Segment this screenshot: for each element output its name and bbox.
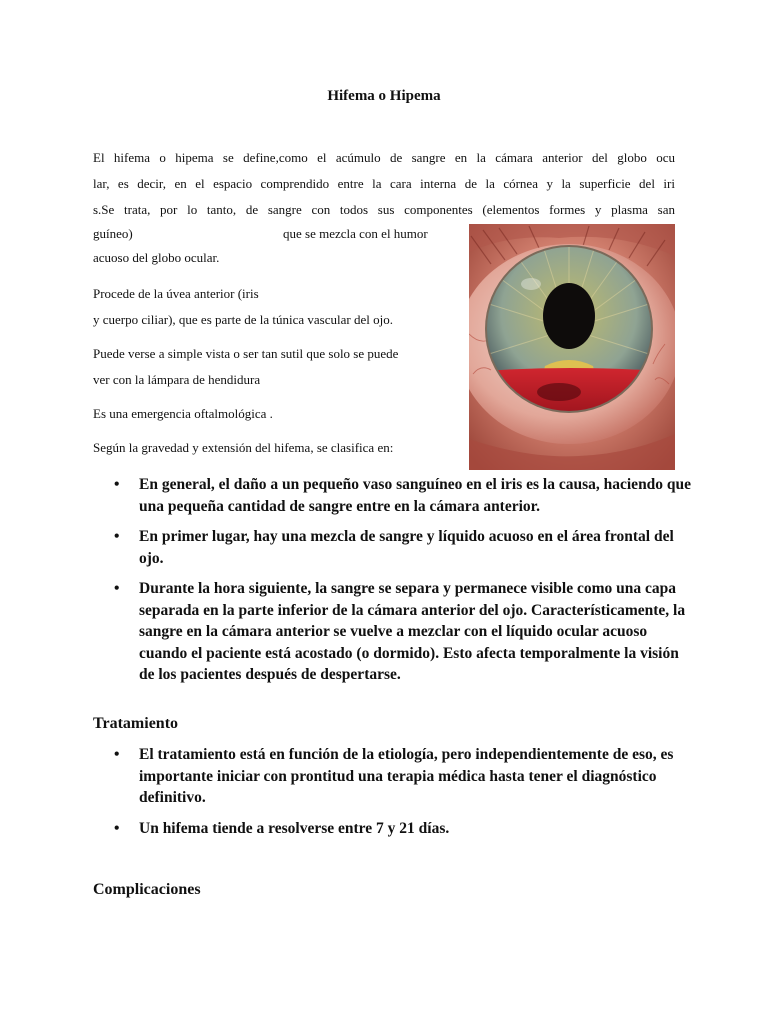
intro-line-2: lar, es decir, en el espacio comprendido entre la cara interna de la córnea y la superficie del iri xyxy=(93,176,675,191)
paragraph-emergency: Es una emergencia oftalmológica . xyxy=(93,406,273,421)
complications-heading: Complicaciones xyxy=(93,881,201,898)
intro-line-3: s.Se trata, por lo tanto, de sangre con todos sus componentes (elementos formes y plasma san xyxy=(93,202,675,217)
list-item xyxy=(93,818,693,840)
intro-line-4-right: que se mezcla con el humor xyxy=(283,226,428,241)
bullet-icon: • xyxy=(114,746,120,763)
list-item-text: El tratamiento está en función de la etiología, pero independientemente de eso, es importante iniciar con prontitud una terapia médica hasta tener el diagnóstico definitivo. xyxy=(139,746,674,806)
paragraph-visibility-line-1: Puede verse a simple vista o ser tan sutil que solo se puede xyxy=(93,346,399,361)
hyphema-eye-photo xyxy=(469,224,675,470)
page-title: Hifema o Hipema xyxy=(327,88,441,104)
classification-list xyxy=(93,474,693,695)
intro-line-1: El hifema o hipema se define,como el acúmulo de sangre en la cámara anterior del globo ocu xyxy=(93,150,675,165)
list-item-text: En primer lugar, hay una mezcla de sangre y líquido acuoso en el área frontal del ojo. xyxy=(139,528,674,567)
list-item-text: En general, el daño a un pequeño vaso sanguíneo en el iris es la causa, haciendo que una pequeña cantidad de sangre entre en la cámara anterior. xyxy=(139,476,692,515)
bullet-icon: • xyxy=(114,528,120,545)
treatment-list xyxy=(93,744,693,848)
list-item xyxy=(93,578,693,686)
bullet-icon: • xyxy=(114,580,120,597)
list-item xyxy=(93,744,693,809)
paragraph-visibility-line-2: ver con la lámpara de hendidura xyxy=(93,372,261,387)
list-item-text: Durante la hora siguiente, la sangre se separa y permanece visible como una capa separada en la parte inferior de la cámara anterior del ojo. Característicamente, la sangre en la cámara anterior se vuelve a mezclar con el líquido ocular acuoso cuando el paciente está acostado (o dormido). Esto afecta temporalmente la visión de los pacientes después de despertarse. xyxy=(139,580,686,683)
paragraph-classification-intro: Según la gravedad y extensión del hifema, se clasifica en: xyxy=(93,440,394,455)
bullet-icon: • xyxy=(114,819,120,837)
paragraph-uvea-line-2: y cuerpo ciliar), que es parte de la túnica vascular del ojo. xyxy=(93,312,393,327)
bullet-icon: • xyxy=(114,476,120,493)
list-item xyxy=(93,526,693,569)
list-item-text: Un hifema tiende a resolverse entre 7 y 21 días. xyxy=(139,819,450,837)
intro-line-4-left: guíneo) xyxy=(93,226,133,241)
treatment-heading: Tratamiento xyxy=(93,715,179,732)
list-item xyxy=(93,474,693,517)
paragraph-uvea-line-1: Procede de la úvea anterior (iris xyxy=(93,286,259,301)
intro-line-5: acuoso del globo ocular. xyxy=(93,250,220,265)
